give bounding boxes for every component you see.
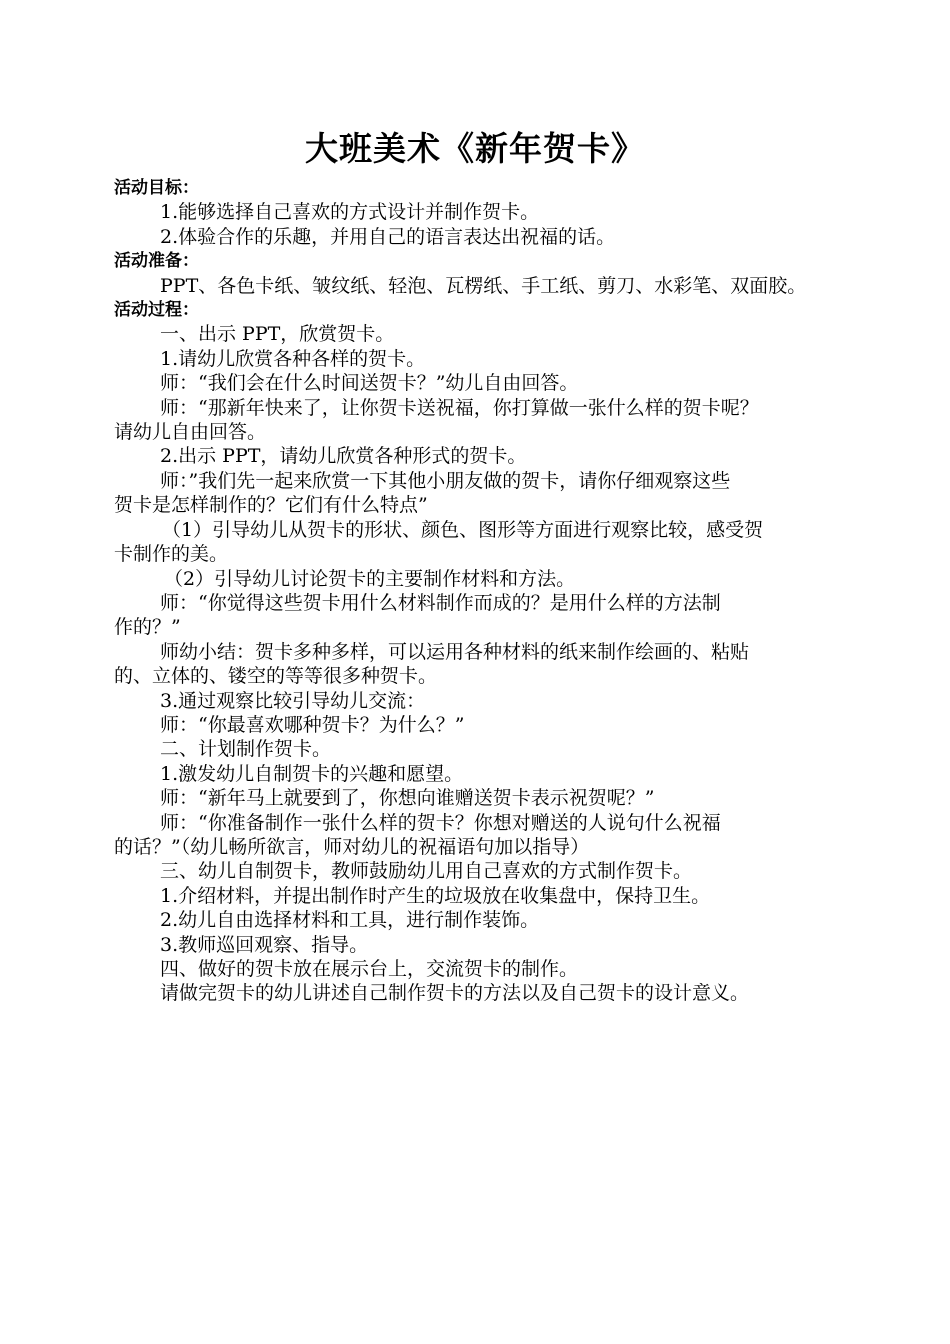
process-step: 四、做好的贺卡放在展示台上，交流贺卡的制作。 [160, 958, 579, 980]
process-step-continuation: 贺卡是怎样制作的？它们有什么特点” [114, 494, 428, 517]
document-body [114, 176, 844, 1006]
process-step-continuation: 请幼儿自由回答。 [114, 421, 267, 444]
process-step: 1.介绍材料，并提出制作时产生的垃圾放在收集盘中，保持卫生。 [160, 884, 711, 907]
process-step: 1.激发幼儿自制贺卡的兴趣和愿望。 [160, 762, 464, 785]
process-step: 师：“新年马上就要到了，你想向谁赠送贺卡表示祝贺呢？” [160, 787, 655, 810]
goals-heading: 活动目标： [114, 178, 199, 198]
process-heading: 活动过程： [114, 300, 199, 321]
process-step: 师：“你最喜欢哪种贺卡？为什么？” [160, 713, 465, 736]
process-step-continuation: 卡制作的美。 [114, 543, 229, 566]
process-step: 1.请幼儿欣赏各种各样的贺卡。 [160, 347, 426, 370]
process-step: （1）引导幼儿从贺卡的形状、颜色、图形等方面进行观察比较，感受贺 [162, 518, 764, 541]
process-step: （2）引导幼儿讨论贺卡的主要制作材料和方法。 [164, 567, 576, 590]
process-step-continuation: 作的？” [114, 616, 181, 639]
process-step: 师：“你准备制作一张什么样的贺卡？你想对赠送的人说句什么祝福 [160, 811, 721, 834]
document-title: 大班美术《新年贺卡》 [305, 129, 645, 168]
process-step: 2.幼儿自由选择材料和工具，进行制作装饰。 [160, 909, 540, 932]
prep-heading: 活动准备： [114, 251, 199, 272]
process-step: 师幼小结：贺卡多种多样，可以运用各种材料的纸来制作绘画的、粘贴 [160, 640, 750, 663]
goal-item: 1.能够选择自己喜欢的方式设计并制作贺卡。 [160, 201, 540, 224]
process-step: 师：“我们会在什么时间送贺卡？”幼儿自由回答。 [160, 372, 579, 395]
prep-text: PPT、各色卡纸、皱纹纸、轻泡、瓦楞纸、手工纸、剪刀、水彩笔、双面胶。 [160, 274, 807, 297]
process-step: 师：“你觉得这些贺卡用什么材料制作而成的？是用什么样的方法制 [160, 591, 721, 614]
process-step: 一、出示 PPT，欣赏贺卡。 [160, 323, 395, 346]
process-step-continuation: 的、立体的、镂空的等等很多种贺卡。 [114, 665, 438, 688]
process-step-continuation: 的话？”（幼儿畅所欲言，师对幼儿的祝福语句加以指导） [114, 835, 590, 858]
process-step: 二、计划制作贺卡。 [160, 738, 332, 761]
process-step: 师：”我们先一起来欣赏一下其他小朋友做的贺卡，请你仔细观察这些 [160, 469, 731, 492]
process-step: 3.教师巡回观察、指导。 [160, 933, 369, 956]
process-step: 三、幼儿自制贺卡，教师鼓励幼儿用自己喜欢的方式制作贺卡。 [160, 860, 693, 883]
process-step: 3.通过观察比较引导幼儿交流： [160, 689, 426, 712]
process-step: 师：“那新年快来了，让你贺卡送祝福，你打算做一张什么样的贺卡呢？ [160, 396, 759, 419]
goal-item: 2.体验合作的乐趣，并用自己的语言表达出祝福的话。 [160, 225, 616, 248]
process-step: 2.出示 PPT，请幼儿欣赏各种形式的贺卡。 [160, 445, 527, 468]
process-step: 请做完贺卡的幼儿讲述自己制作贺卡的方法以及自己贺卡的设计意义。 [160, 982, 750, 1005]
